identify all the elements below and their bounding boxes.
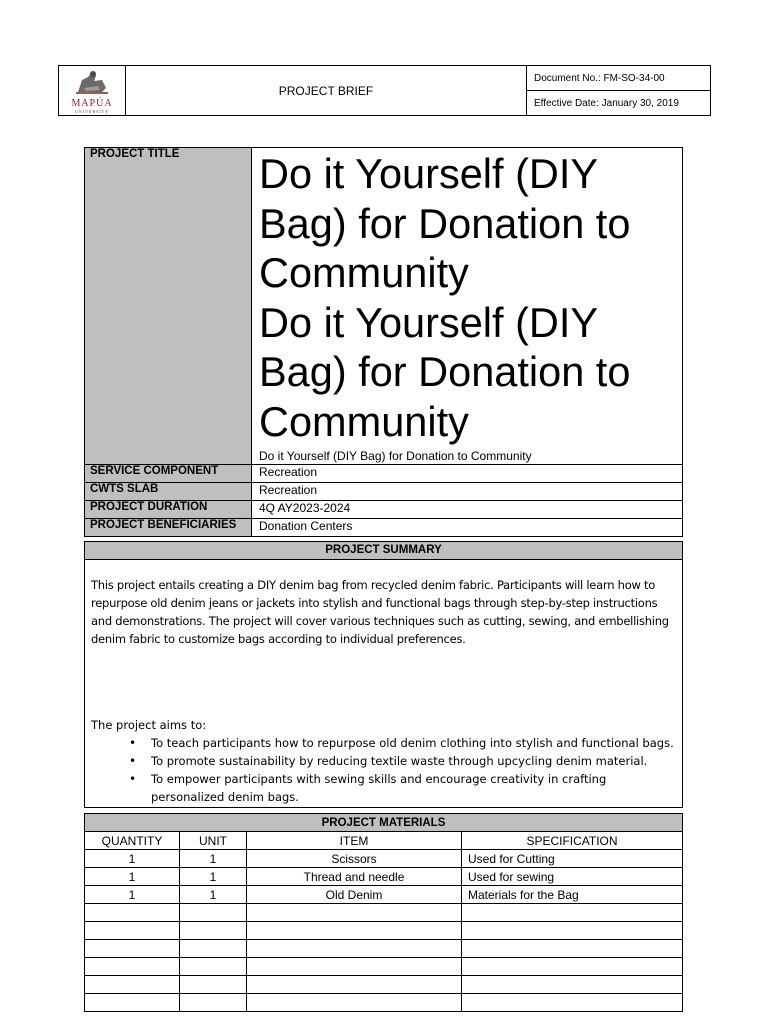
item-cell: Old Denim (247, 886, 462, 904)
project-title-large-1: Do it Yourself (DIY Bag) for Donation to Community (259, 150, 631, 296)
table-row (85, 922, 683, 940)
unit-cell (180, 940, 247, 958)
unit-cell: 1 (180, 868, 247, 886)
specification-cell: Used for sewing (462, 868, 683, 886)
aim-item: • To teach participants how to repurpose old denim clothing into stylish and functional bags. (151, 734, 676, 752)
specification-cell: Materials for the Bag (462, 886, 683, 904)
document-header (58, 65, 711, 116)
aim-item: • To empower participants with sewing skills and encourage creativity in crafting personalized denim bags. (151, 770, 676, 806)
specification-cell (462, 922, 683, 940)
project-title-value (252, 148, 683, 465)
table-row (85, 850, 683, 868)
project-duration-value: 4Q AY2023-2024 (252, 501, 683, 519)
item-cell: Scissors (247, 850, 462, 868)
project-summary-heading: PROJECT SUMMARY (85, 542, 682, 560)
specification-cell (462, 976, 683, 994)
specification-cell (462, 904, 683, 922)
quantity-cell (85, 958, 180, 976)
logo-cell (59, 66, 126, 116)
unit-cell: 1 (180, 850, 247, 868)
project-summary-body (85, 576, 682, 806)
aims-intro: The project aims to: (91, 718, 207, 732)
unit-cell (180, 904, 247, 922)
cwts-slab-label: CWTS SLAB (85, 483, 252, 501)
table-row (85, 886, 683, 904)
unit-cell (180, 976, 247, 994)
project-title-large-2: Do it Yourself (DIY Bag) for Donation to Community (259, 298, 631, 445)
project-materials-table (84, 813, 683, 1012)
project-beneficiaries-value: Donation Centers (252, 519, 683, 537)
unit-cell: 1 (180, 886, 247, 904)
effective-date: Effective Date: January 30, 2019 (527, 91, 711, 116)
logo-subtext: UNIVERSITY (75, 108, 109, 114)
item-cell (247, 958, 462, 976)
cwts-slab-value: Recreation (252, 483, 683, 501)
aim-item: • To promote sustainability by reducing textile waste through upcycling denim material. (151, 752, 676, 770)
document-number: Document No.: FM-SO-34-00 (527, 66, 711, 91)
aims-list (91, 734, 676, 806)
summary-paragraph: This project entails creating a DIY denim bag from recycled denim fabric. Participants will learn how to repurpose old denim jeans or jackets into stylish and functional bags through step-by-step instructions and demonstrations. The project will cover various techniques such as cutting, sewing, and embellishing denim fabric to customize bags according to individual preferences. (91, 578, 669, 646)
project-title-small: Do it Yourself (DIY Bag) for Donation to Community (259, 449, 532, 463)
specification-cell (462, 994, 683, 1012)
item-cell: Thread and needle (247, 868, 462, 886)
project-beneficiaries-label: PROJECT BENEFICIARIES (85, 519, 252, 537)
specification-cell: Used for Cutting (462, 850, 683, 868)
quantity-cell: 1 (85, 886, 180, 904)
quantity-cell (85, 922, 180, 940)
quantity-cell (85, 940, 180, 958)
service-component-label: SERVICE COMPONENT (85, 465, 252, 483)
item-cell (247, 904, 462, 922)
table-row (85, 958, 683, 976)
table-row (85, 994, 683, 1012)
column-header-item: ITEM (247, 832, 462, 850)
quantity-cell: 1 (85, 868, 180, 886)
unit-cell (180, 922, 247, 940)
project-materials-heading: PROJECT MATERIALS (85, 814, 683, 832)
quantity-cell (85, 994, 180, 1012)
item-cell (247, 976, 462, 994)
table-row (85, 868, 683, 886)
column-header-quantity: QUANTITY (85, 832, 180, 850)
university-logo-icon (72, 85, 112, 99)
item-cell (247, 940, 462, 958)
project-title-label: PROJECT TITLE (85, 148, 252, 465)
table-row (85, 904, 683, 922)
quantity-cell (85, 904, 180, 922)
service-component-value: Recreation (252, 465, 683, 483)
table-row (85, 940, 683, 958)
project-duration-label: PROJECT DURATION (85, 501, 252, 519)
unit-cell (180, 958, 247, 976)
project-summary-section (84, 541, 683, 808)
specification-cell (462, 958, 683, 976)
column-header-specification: SPECIFICATION (462, 832, 683, 850)
quantity-cell: 1 (85, 850, 180, 868)
column-header-unit: UNIT (180, 832, 247, 850)
project-info-table (84, 147, 683, 537)
item-cell (247, 922, 462, 940)
table-row (85, 976, 683, 994)
logo-wordmark: MAPÚA (71, 97, 113, 109)
quantity-cell (85, 976, 180, 994)
item-cell (247, 994, 462, 1012)
document-title: PROJECT BRIEF (126, 66, 527, 116)
specification-cell (462, 940, 683, 958)
unit-cell (180, 994, 247, 1012)
